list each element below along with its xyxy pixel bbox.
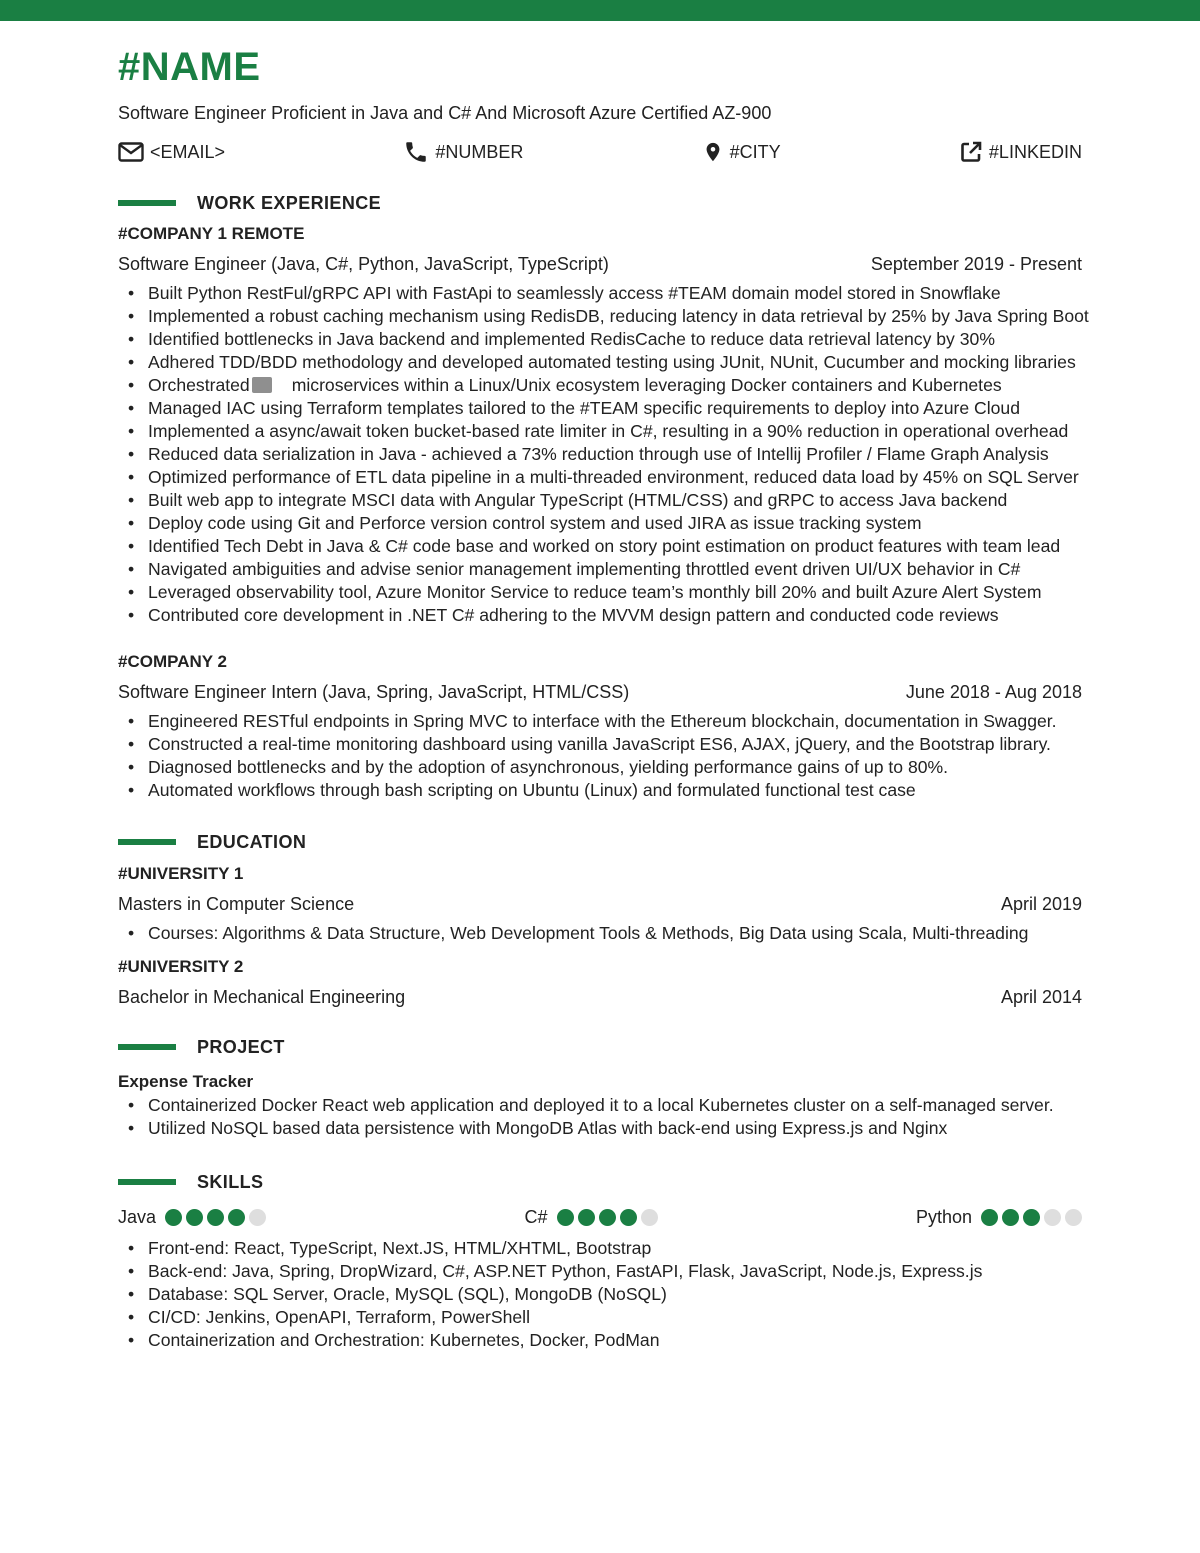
section-accent-bar <box>118 200 176 206</box>
degree-date: April 2019 <box>1000 894 1082 914</box>
degree-row <box>118 892 1082 916</box>
education-entry <box>118 863 1082 945</box>
rating-dot-filled <box>557 1209 574 1226</box>
list-item: • Leveraged observability tool, Azure Monitor Service to reduce team’s monthly bill 20% and built Azure Alert System <box>118 581 1082 604</box>
list-item: • Built web app to integrate MSCI data with Angular TypeScript (HTML/CSS) and gRPC to access Java backend <box>118 489 1082 512</box>
list-item: • Managed IAC using Terraform templates tailored to the #TEAM specific requirements to deploy into Azure Cloud <box>118 397 1082 420</box>
phone-icon <box>403 139 429 165</box>
contact-city-text: #CITY <box>729 141 781 162</box>
contact-email[interactable] <box>118 142 225 163</box>
top-accent-bar <box>0 0 1200 21</box>
rating-dot-filled <box>186 1209 203 1226</box>
project-heading <box>118 1035 1082 1059</box>
job-dates: September 2019 - Present <box>870 254 1082 274</box>
skill-rating-python <box>916 1207 1082 1228</box>
list-item: • Navigated ambiguities and advise senior management implementing throttled event driven UI/UX behavior in C# <box>118 558 1082 581</box>
skill-name: Python <box>915 1206 972 1227</box>
job-role: Software Engineer Intern (Java, Spring, JavaScript, HTML/CSS) <box>118 682 630 702</box>
course-bullets <box>118 922 1082 945</box>
section-title: WORK EXPERIENCE <box>197 192 382 213</box>
degree: Masters in Computer Science <box>118 894 355 914</box>
rating-dot-filled <box>578 1209 595 1226</box>
project-bullets <box>118 1094 1082 1140</box>
candidate-name: #NAME <box>118 45 261 89</box>
school-name: #UNIVERSITY 1 <box>118 864 244 883</box>
skill-name: C# <box>524 1206 548 1227</box>
rating-dot-filled <box>1002 1209 1019 1226</box>
job-entry <box>118 651 1082 802</box>
school-name: #UNIVERSITY 2 <box>118 957 244 976</box>
rating-dot-filled <box>207 1209 224 1226</box>
list-item: • Built Python RestFul/gRPC API with FastApi to seamlessly access #TEAM domain model stored in Snowflake <box>118 282 1082 305</box>
list-item: • Reduced data serialization in Java - achieved a 73% reduction through use of Intellij Profiler / Flame Graph Analysis <box>118 443 1082 466</box>
skill-bullets <box>118 1237 1082 1352</box>
skill-rating-java <box>118 1207 266 1228</box>
list-item: • Identified bottlenecks in Java backend and implemented RedisCache to reduce data retrieval latency by 30% <box>118 328 1082 351</box>
job-bullets <box>118 282 1089 627</box>
list-item: • CI/CD: Jenkins, OpenAPI, Terraform, PowerShell <box>118 1306 1082 1329</box>
external-link-icon <box>959 140 983 164</box>
section-title: PROJECT <box>197 1036 285 1057</box>
list-item <box>118 374 1082 397</box>
list-item: • Front-end: React, TypeScript, Next.JS, HTML/XHTML, Bootstrap <box>118 1237 1082 1260</box>
contact-email-text: <EMAIL> <box>150 141 226 162</box>
rating-dot-filled <box>599 1209 616 1226</box>
skill-rating-csharp <box>524 1207 657 1228</box>
degree-date: April 2014 <box>1000 987 1082 1007</box>
redaction-mark <box>252 377 272 393</box>
list-item: • Containerization and Orchestration: Kubernetes, Docker, PodMan <box>118 1329 1082 1352</box>
section-title: EDUCATION <box>197 831 307 852</box>
list-item: • Constructed a real-time monitoring dashboard using vanilla JavaScript ES6, AJAX, jQuery, and the Bootstrap library. <box>118 733 1082 756</box>
list-item: • Adhered TDD/BDD methodology and developed automated testing using JUnit, NUnit, Cucumber and mocking libraries <box>118 351 1082 374</box>
rating-dot-filled <box>620 1209 637 1226</box>
list-item: • Automated workflows through bash scripting on Ubuntu (Linux) and formulated functional test case <box>118 779 1082 802</box>
resume-page <box>118 40 1089 1352</box>
contact-row <box>118 139 1082 165</box>
job-dates: June 2018 - Aug 2018 <box>905 682 1082 702</box>
mail-icon <box>118 142 144 162</box>
list-item: • Utilized NoSQL based data persistence with MongoDB Atlas with back-end using Express.js and Nginx <box>118 1117 1082 1140</box>
job-role-row <box>118 252 1082 276</box>
list-item: • Identified Tech Debt in Java & C# code base and worked on story point estimation on product features with team lead <box>118 535 1082 558</box>
list-item: • Optimized performance of ETL data pipeline in a multi-threaded environment, reduced data load by 45% on SQL Server <box>118 466 1082 489</box>
education-entry <box>118 956 1082 1009</box>
list-item: • Implemented a async/await token bucket-based rate limiter in C#, resulting in a 90% reduction in operational overhead <box>118 420 1082 443</box>
project-name: Expense Tracker <box>118 1072 254 1091</box>
skill-name: Java <box>118 1206 157 1227</box>
project-entry <box>118 1071 1082 1140</box>
list-item: • Diagnosed bottlenecks and by the adoption of asynchronous, yielding performance gains of up to 80%. <box>118 756 1082 779</box>
section-accent-bar <box>118 1044 176 1050</box>
list-item-lead: Orchestrated <box>148 375 250 395</box>
list-item: • Engineered RESTful endpoints in Spring MVC to interface with the Ethereum blockchain, documentation in Swagger. <box>118 710 1082 733</box>
company-name: #COMPANY 1 REMOTE <box>118 224 305 243</box>
rating-dot-filled <box>981 1209 998 1226</box>
company-name: #COMPANY 2 <box>118 652 227 671</box>
contact-linkedin[interactable] <box>959 140 1082 164</box>
contact-linkedin-text: #LINKEDIN <box>988 141 1082 162</box>
skills-heading <box>118 1170 1082 1194</box>
contact-city <box>702 139 781 165</box>
section-title: SKILLS <box>197 1171 264 1192</box>
job-entry <box>118 223 1089 627</box>
list-item: • Containerized Docker React web application and deployed it to a local Kubernetes cluster on a self-managed server. <box>118 1094 1082 1117</box>
rating-dot-empty <box>249 1209 266 1226</box>
rating-dot-empty <box>1065 1209 1082 1226</box>
rating-dots <box>981 1209 1082 1226</box>
section-accent-bar <box>118 1179 176 1185</box>
job-role: Software Engineer (Java, C#, Python, JavaScript, TypeScript) <box>118 254 609 274</box>
skill-ratings <box>118 1204 1082 1230</box>
rating-dot-filled <box>165 1209 182 1226</box>
job-role-row <box>118 680 1082 704</box>
degree-row <box>118 985 1082 1009</box>
list-item: • Implemented a robust caching mechanism using RedisDB, reducing latency in data retrieval by 25% by Java Spring Boot <box>118 305 1082 328</box>
rating-dot-empty <box>641 1209 658 1226</box>
location-pin-icon <box>702 139 724 165</box>
degree: Bachelor in Mechanical Engineering <box>118 987 406 1007</box>
job-bullets <box>118 710 1082 802</box>
rating-dot-filled <box>228 1209 245 1226</box>
list-item: • Courses: Algorithms & Data Structure, Web Development Tools & Methods, Big Data using Scala, Multi-threading <box>118 922 1082 945</box>
education-heading <box>118 830 1082 854</box>
contact-phone-text: #NUMBER <box>435 141 524 162</box>
list-item: • Database: SQL Server, Oracle, MySQL (SQL), MongoDB (NoSQL) <box>118 1283 1082 1306</box>
list-item: • Back-end: Java, Spring, DropWizard, C#, ASP.NET Python, FastAPI, Flask, JavaScript, Node.js, Express.js <box>118 1260 1082 1283</box>
rating-dot-empty <box>1044 1209 1061 1226</box>
work-experience-heading <box>118 191 1082 215</box>
rating-dots <box>557 1209 658 1226</box>
rating-dots <box>165 1209 266 1226</box>
list-item: • Deploy code using Git and Perforce version control system and used JIRA as issue tracking system <box>118 512 1082 535</box>
rating-dot-filled <box>1023 1209 1040 1226</box>
list-item-tail: microservices within a Linux/Unix ecosystem leveraging Docker containers and Kubernetes <box>291 375 1002 395</box>
list-item: • Contributed core development in .NET C# adhering to the MVVM design pattern and conducted code reviews <box>118 604 1082 627</box>
section-accent-bar <box>118 839 176 845</box>
headline: Software Engineer Proficient in Java and C# And Microsoft Azure Certified AZ-900 <box>118 103 772 123</box>
contact-phone[interactable] <box>403 139 523 165</box>
